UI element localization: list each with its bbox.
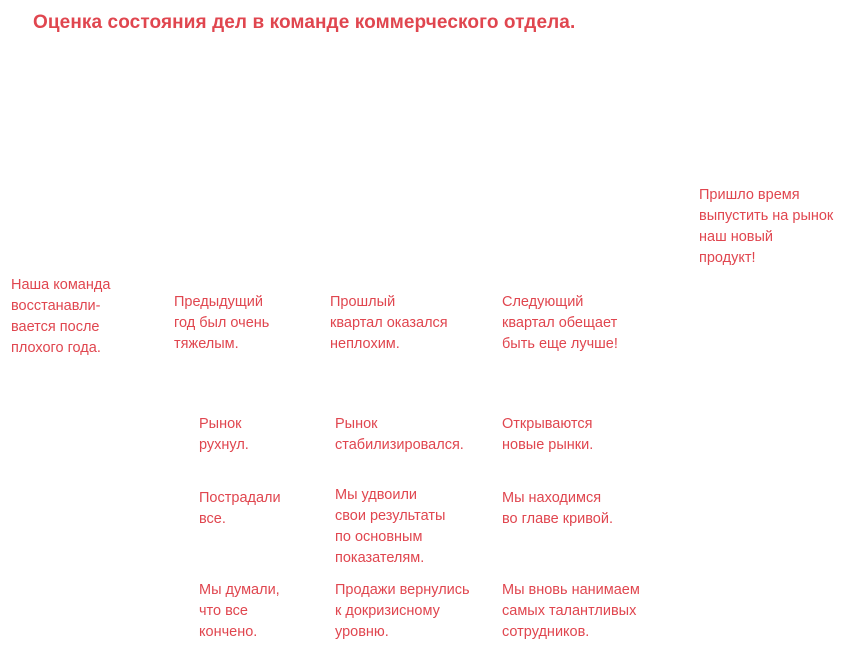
detail-market-crashed: Рынок рухнул. (199, 416, 249, 453)
detail-everyone-suffered: Пострадали все. (199, 490, 281, 527)
detail-market-stabilized: Рынок стабилизировался. (335, 416, 464, 453)
stage-recovery: Наша команда восстанавли- вается после плохого года. (11, 277, 111, 356)
detail-ahead-of-curve: Мы находимся во главе кривой. (502, 490, 614, 527)
stage-previous-year: Предыдущий год был очень тяжелым. (174, 294, 270, 352)
detail-hiring-talent: Мы вновь нанимаем самых талантливых сотрудников. (502, 582, 640, 640)
detail-doubled-results: Мы удвоили свои результаты по основным показателям. (335, 487, 446, 566)
page-title: Оценка состояния дел в команде коммерческого отдела. (33, 12, 576, 33)
stage-last-quarter: Прошлый квартал оказался неплохим. (330, 294, 448, 352)
detail-thought-it-was-over: Мы думали, что все кончено. (199, 582, 280, 640)
detail-new-markets: Открываются новые рынки. (502, 416, 594, 453)
detail-sales-returned: Продажи вернулись к докризисному уровню. (335, 582, 470, 640)
stage-new-product: Пришло время выпустить на рынок наш новый продукт! (699, 187, 834, 266)
stage-next-quarter: Следующий квартал обещает быть еще лучше! (502, 294, 618, 352)
